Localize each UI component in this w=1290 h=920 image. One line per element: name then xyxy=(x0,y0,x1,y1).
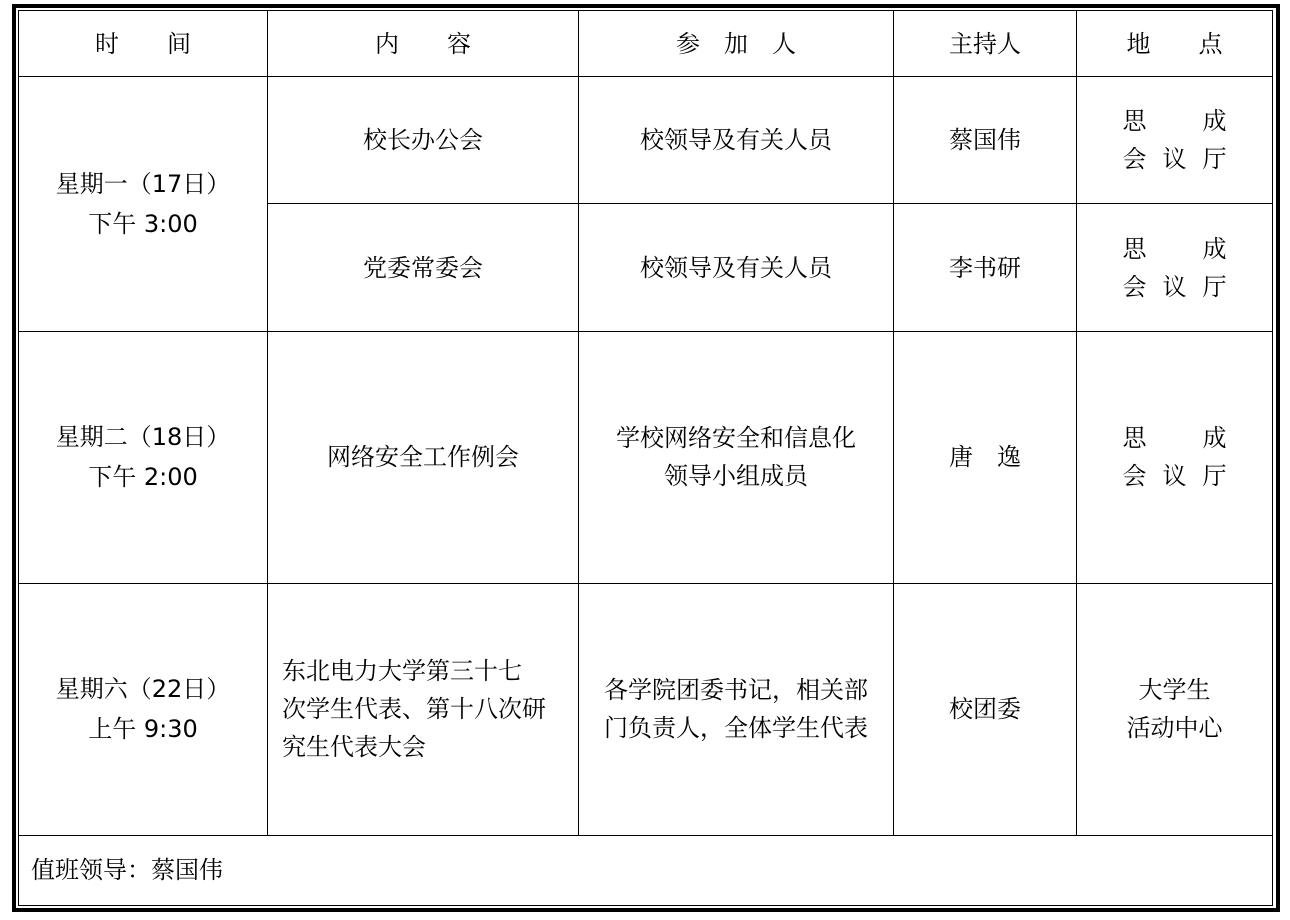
venue-line: 思 成 xyxy=(1122,424,1227,453)
host-cell: 唐 逸 xyxy=(894,332,1077,583)
header-venue: 地 点 xyxy=(1077,11,1273,77)
venue-cell xyxy=(1077,204,1273,332)
time-cell-monday: 星期一（17日） 下午 3:00 xyxy=(19,77,268,332)
header-row xyxy=(19,11,1273,77)
table-row xyxy=(19,77,1273,204)
time-cell-tuesday: 星期二（18日） 下午 2:00 xyxy=(19,332,268,583)
venue-cell xyxy=(1077,332,1273,583)
table-row xyxy=(19,583,1273,835)
host-cell: 蔡国伟 xyxy=(894,77,1077,204)
venue-line: 会 议 厅 xyxy=(1122,462,1227,491)
venue-cell: 大学生 活动中心 xyxy=(1077,583,1273,835)
time-cell-saturday: 星期六（22日） 上午 9:30 xyxy=(19,583,268,835)
table-row xyxy=(19,332,1273,583)
schedule-table xyxy=(18,10,1273,906)
participants-cell: 学校网络安全和信息化 领导小组成员 xyxy=(579,332,894,583)
header-host: 主持人 xyxy=(894,11,1077,77)
venue-line: 思 成 xyxy=(1122,234,1227,263)
venue-line: 会 议 厅 xyxy=(1122,145,1227,174)
venue-line: 思 成 xyxy=(1122,107,1227,136)
duty-leader: 值班领导：蔡国伟 xyxy=(19,835,1273,905)
host-cell: 校团委 xyxy=(894,583,1077,835)
content-cell: 网络安全工作例会 xyxy=(268,332,579,583)
content-cell: 校长办公会 xyxy=(268,77,579,204)
header-time: 时 间 xyxy=(19,11,268,77)
host-cell: 李书研 xyxy=(894,204,1077,332)
header-participants: 参 加 人 xyxy=(579,11,894,77)
participants-cell: 校领导及有关人员 xyxy=(579,77,894,204)
participants-cell: 各学院团委书记，相关部 门负责人，全体学生代表 xyxy=(579,583,894,835)
content-cell: 东北电力大学第三十七 次学生代表、第十八次研 究生代表大会 xyxy=(268,583,579,835)
footer-row xyxy=(19,835,1273,905)
content-cell: 党委常委会 xyxy=(268,204,579,332)
venue-line: 会 议 厅 xyxy=(1122,272,1227,301)
venue-cell xyxy=(1077,77,1273,204)
participants-cell: 校领导及有关人员 xyxy=(579,204,894,332)
header-content: 内 容 xyxy=(268,11,579,77)
